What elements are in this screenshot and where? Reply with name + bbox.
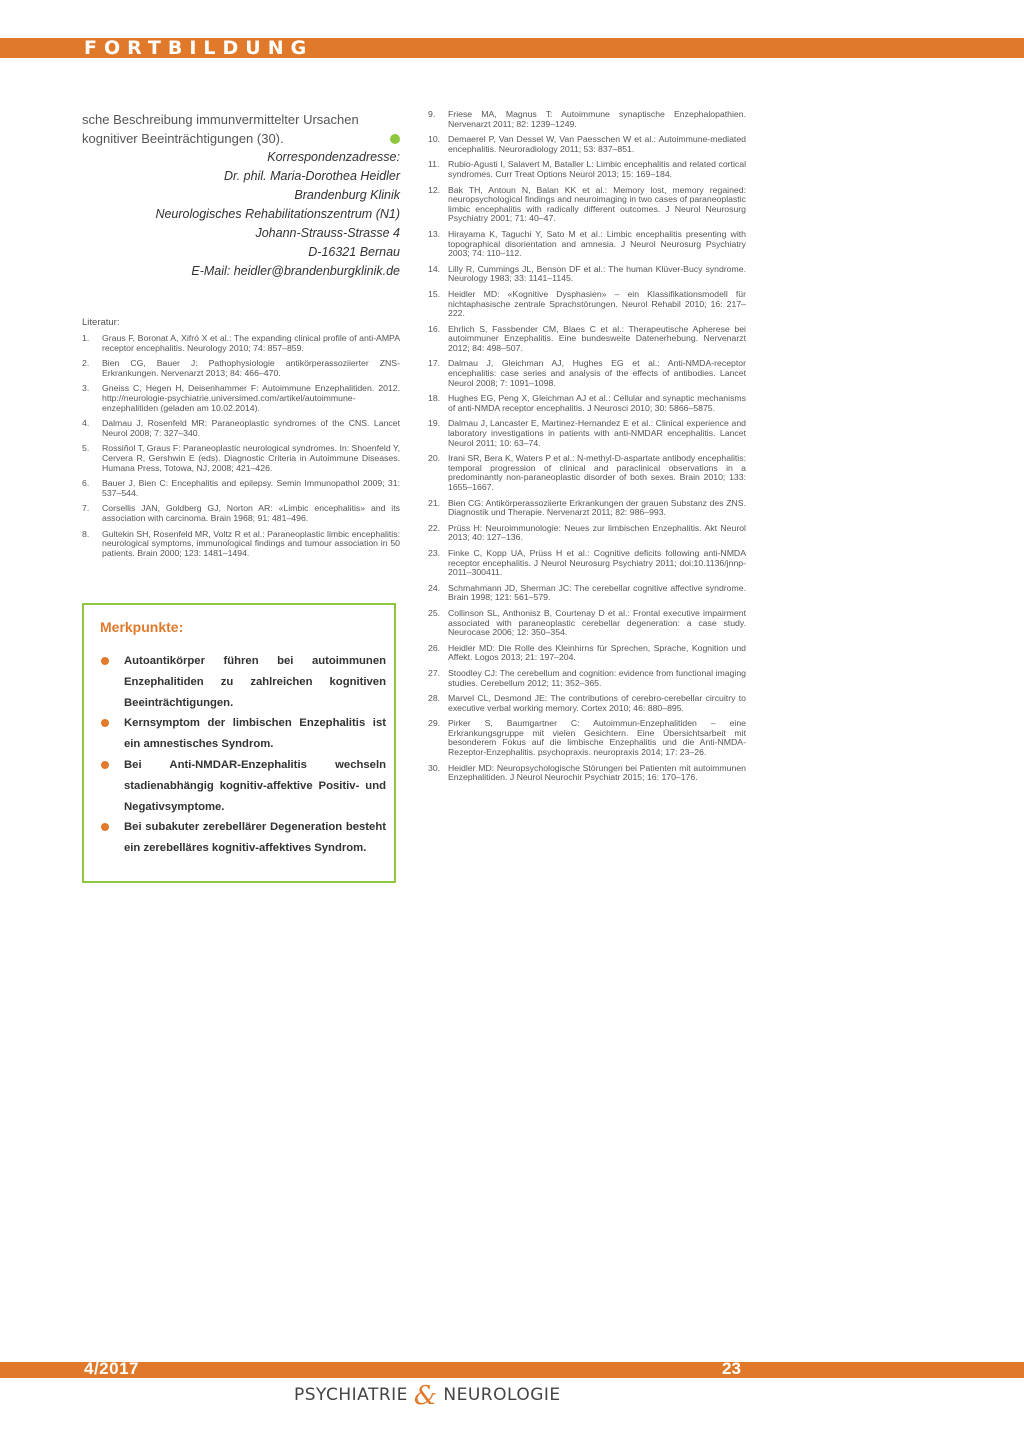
bullet-icon — [101, 719, 109, 727]
reference-text: Demaerel P, Van Dessel W, Van Paesschen W et al.: Autoimmune-mediated encephalitis. Neuroradiology 2011; 53: 837–851. — [448, 134, 746, 154]
reference-item — [428, 524, 746, 543]
reference-item — [428, 186, 746, 224]
reference-item — [82, 419, 400, 438]
reference-text: Rubio-Agusti I, Salavert M, Bataller L: Limbic encephalitis and related cortical syndromes. Curr Treat Options Neurol 2013; 15: 169–184. — [448, 159, 746, 179]
reference-item — [428, 719, 746, 757]
reference-number: 4. — [82, 418, 90, 429]
reference-item — [428, 359, 746, 388]
reference-text: Bak TH, Antoun N, Balan KK et al.: Memory lost, memory regained: neuropsychological findings and neuroimaging in two cases of paraneoplastic limbic encephalitis with radically different outcomes. J Neurol Neurosurg Psychiatry 2001; 71: 40–47. — [448, 184, 746, 224]
key-points-list — [98, 651, 386, 859]
reference-item — [82, 479, 400, 498]
reference-text: Lilly R, Cummings JL, Benson DF et al.: The human Klüver-Bucy syndrome. Neurology 1983; 33: 1141–1145. — [448, 263, 746, 284]
reference-text: Dalmau J, Gleichman AJ, Hughes EG et al.: Anti-NMDA-receptor encephalitis: case series and analysis of the effects of antibodies. Lancet Neurol 2008; 7: 1091–1098. — [448, 358, 746, 388]
reference-text: Schmahmann JD, Sherman JC: The cerebellar cognitive affective syndrome. Brain 1998; 121: 561–579. — [448, 582, 746, 603]
email-address[interactable]: E-Mail: heidler@brandenburgklinik.de — [191, 264, 400, 278]
reference-number: 23. — [428, 547, 441, 558]
key-point-text: Autoantikörper führen bei autoimmunen Enzephalitiden zu zahlreichen kognitiven Beeinträchtigungen. — [124, 655, 386, 709]
page-number: 23 — [722, 1359, 741, 1378]
reference-text: Pirker S, Baumgartner C: Autoimmun-Enzephalitiden – eine Erkrankungsgruppe mit vielen Gesichtern. Eine Übersichtsarbeit mit besonderem Fokus auf die limbische Enzephalitis und die Anti-NMDA-Rezeptor-Enzephalitis. psychopraxis. neuropraxis 2014; 17: 23–26. — [448, 718, 746, 758]
reference-item — [428, 499, 746, 518]
key-point-text: Bei subakuter zerebellärer Degeneration besteht ein zerebelläres kognitiv-affektives Syndrom. — [124, 821, 386, 855]
journal-logo — [294, 1381, 561, 1411]
bullet-icon — [101, 761, 109, 769]
reference-text: Hughes EG, Peng X, Gleichman AJ et al.: Cellular and synaptic mechanisms of anti-NMDA receptor encephalitis. J Neurosci 2010; 30: 5866–5875. — [448, 393, 746, 413]
reference-number: 19. — [428, 418, 441, 429]
reference-item — [82, 504, 400, 523]
reference-number: 21. — [428, 497, 441, 508]
reference-list-left — [82, 334, 400, 558]
reference-item — [428, 265, 746, 284]
reference-number: 1. — [82, 333, 90, 343]
reference-item — [428, 669, 746, 688]
reference-number: 14. — [428, 263, 441, 274]
reference-text: Heidler MD: Die Rolle des Kleinhirns für Sprechen, Sprache, Kognition und Affekt. Logos 2013; 21: 197–204. — [448, 642, 746, 663]
reference-number: 12. — [428, 184, 441, 195]
address-line: Brandenburg Klinik — [294, 188, 400, 202]
intro-paragraph — [82, 110, 400, 148]
address-line: Korrespondenzadresse: — [267, 150, 400, 164]
key-points-title: Merkpunkte: — [100, 619, 184, 635]
reference-item — [82, 384, 400, 413]
reference-number: 15. — [428, 288, 441, 299]
reference-item — [428, 609, 746, 638]
reference-number: 13. — [428, 228, 441, 239]
reference-text: Ehrlich S, Fassbender CM, Blaes C et al.: Therapeutische Apherese bei autoimmuner Enzephalitis. Eine bundesweite Datenerhebung. Nervenarzt 2012; 84: 498–507. — [448, 323, 746, 353]
key-point — [98, 817, 386, 859]
reference-text: Corsellis JAN, Goldberg GJ, Norton AR: «Limbic encephalitis» and its association with carcinoma. Brain 1968; 91: 481–496. — [102, 503, 400, 523]
reference-number: 25. — [428, 607, 441, 618]
reference-text: Bien CG, Bauer J: Pathophysiologie antikörperassoziierter ZNS-Erkrankungen. Nervenarzt 2013; 84: 466–470. — [102, 358, 400, 378]
key-point — [98, 651, 386, 713]
reference-item — [428, 454, 746, 492]
journal-ampersand: & — [413, 1381, 438, 1411]
address-line: D-16321 Bernau — [308, 245, 400, 259]
reference-item — [82, 530, 400, 559]
bullet-icon — [101, 823, 109, 831]
reference-text: Collinson SL, Anthonisz B, Courtenay D et al.: Frontal executive impairment associated with paraneoplastic cerebellar degeneration: a case study. Neurocase 2006; 12: 350–354. — [448, 607, 746, 638]
address-line: Johann-Strauss-Strasse 4 — [255, 226, 400, 240]
issue-number: 4/2017 — [84, 1359, 139, 1378]
reference-number: 29. — [428, 718, 441, 729]
reference-number: 8. — [82, 528, 90, 539]
reference-item — [428, 584, 746, 603]
reference-number: 17. — [428, 358, 441, 369]
reference-text: Finke C, Kopp UA, Prüss H et al.: Cognitive deficits following anti-NMDA receptor encephalitis. J Neurol Neurosurg Psychiatry 2011; doi:10.1136/jnnp-2011–300411. — [448, 547, 746, 578]
reference-number: 20. — [428, 453, 441, 464]
address-line: Dr. phil. Maria-Dorothea Heidler — [224, 169, 400, 183]
reference-number: 9. — [428, 109, 436, 119]
reference-item — [428, 160, 746, 179]
reference-item — [428, 230, 746, 259]
reference-number: 2. — [82, 358, 90, 369]
intro-text: sche Beschreibung immunvermittelter Ursachen kognitiver Beeinträchtigungen (30). — [82, 112, 359, 146]
reference-item — [428, 110, 746, 129]
reference-text: Rossiñol T, Graus F: Paraneoplastic neurological syndromes. In: Shoenfeld Y, Cervera R, Gershwin E (eds). Diagnostic Criteria in Autoimmune Diseases. Humana Press, Totowa, NJ, 2008; 421–426. — [102, 443, 400, 473]
reference-number: 10. — [428, 134, 441, 145]
key-points-box — [82, 603, 396, 883]
section-title: FORTBILDUNG — [84, 37, 314, 59]
reference-text: Bien CG: Antikörperassoziierte Erkrankungen der grauen Substanz des ZNS. Diagnostik und Therapie. Nervenarzt 2011; 82: 986–993. — [448, 497, 746, 518]
reference-item — [428, 290, 746, 319]
reference-item — [428, 644, 746, 663]
reference-number: 26. — [428, 642, 441, 653]
reference-number: 6. — [82, 478, 90, 489]
end-of-article-icon — [390, 134, 400, 144]
reference-number: 16. — [428, 323, 441, 334]
reference-text: Irani SR, Bera K, Waters P et al.: N-methyl-D-aspartate antibody encephalitis: temporal progression of clinical and paraclinical observations in a predominantly non-paraneoplastic disorder of both sexes. Brain 2010; 133: 1655–1667. — [448, 453, 746, 492]
reference-text: Gultekin SH, Rosenfeld MR, Voltz R et al.: Paraneoplastic limbic encephalitis: neurological symptoms, immunological findings and tumour association in 50 patients. Brain 2000; 123: 1481–1494. — [102, 528, 400, 558]
reference-text: Graus F, Boronat A, Xifró X et al.: The expanding clinical profile of anti-AMPA receptor encephalitis. Neurology 2010; 74: 857–859. — [102, 333, 400, 353]
reference-number: 27. — [428, 667, 441, 678]
left-column — [82, 110, 400, 564]
reference-item — [428, 419, 746, 448]
reference-item — [428, 549, 746, 578]
reference-text: Dalmau J, Rosenfeld MR: Paraneoplastic syndromes of the CNS. Lancet Neurol 2008; 7: 327–340. — [102, 418, 400, 438]
reference-number: 28. — [428, 693, 441, 704]
reference-item — [428, 764, 746, 783]
footer-bar — [0, 1362, 1024, 1378]
reference-item — [82, 359, 400, 378]
literature-heading: Literatur: — [82, 317, 120, 328]
key-point-text: Kernsymptom der limbischen Enzephalitis ist ein amnestisches Syndrom. — [124, 717, 386, 751]
reference-text: Gneiss C, Hegen H, Deisenhammer F: Autoimmune Enzephalitiden. 2012. http://neurologie-psychiatrie.universimed.com/artikel/autoimmune-enzephalitiden (geladen am 10.02.2014). — [102, 383, 400, 413]
reference-text: Friese MA, Magnus T: Autoimmune synaptische Enzephalopathien. Nervenarzt 2011; 82: 1239–1249. — [448, 109, 746, 129]
reference-item — [82, 334, 400, 353]
reference-number: 22. — [428, 522, 441, 533]
reference-text: Heidler MD: «Kognitive Dysphasien» – ein Klassifikationsmodell für nichtaphasische zentrale Sprachstörungen. Neurol Rehabil 2010; 16: 217–222. — [448, 288, 746, 319]
reference-text: Stoodley CJ: The cerebellum and cognition: evidence from functional imaging studies. Cerebellum 2012; 11: 352–365. — [448, 667, 746, 688]
reference-number: 7. — [82, 503, 90, 514]
correspondence-address — [82, 148, 400, 281]
reference-number: 24. — [428, 582, 441, 593]
reference-number: 30. — [428, 762, 441, 773]
reference-list-right — [428, 110, 746, 783]
right-column — [428, 110, 746, 789]
reference-item — [428, 694, 746, 713]
reference-text: Dalmau J, Lancaster E, Martinez-Hernandez E et al.: Clinical experience and laboratory investigations in patients with anti-NMDAR encephalitis. Lancet Neurol 2011; 10: 63–74. — [448, 418, 746, 448]
reference-text: Heidler MD: Neuropsychologische Störungen bei Patienten mit autoimmunen Enzephalitiden. J Neurol Neurochir Psychiatr 2015; 16: 170–176. — [448, 762, 746, 783]
reference-number: 11. — [428, 159, 440, 170]
bullet-icon — [101, 657, 109, 665]
reference-number: 3. — [82, 383, 90, 394]
reference-item — [428, 135, 746, 154]
key-point — [98, 713, 386, 755]
reference-text: Prüss H: Neuroimmunologie: Neues zur limbischen Enzephalitis. Akt Neurol 2013; 40: 127–136. — [448, 522, 746, 543]
reference-number: 18. — [428, 393, 441, 404]
reference-number: 5. — [82, 443, 90, 454]
reference-item — [82, 444, 400, 473]
key-point — [98, 755, 386, 817]
reference-text: Bauer J, Bien C: Encephalitis and epilepsy. Semin Immunopathol 2009; 31: 537–544. — [102, 478, 400, 498]
address-line: Neurologisches Rehabilitationszentrum (N1) — [155, 207, 400, 221]
reference-item — [428, 394, 746, 413]
journal-name-part: PSYCHIATRIE — [294, 1385, 408, 1405]
key-point-text: Bei Anti-NMDAR-Enzephalitis wechseln stadienabhängig kognitiv-affektive Positiv- und Negativsymptome. — [124, 758, 386, 813]
reference-text: Hirayama K, Taguchi Y, Sato M et al.: Limbic encephalitis presenting with topographical disorientation and amnesia. J Neurol Neurosurg Psychiatry 2003; 74: 110–112. — [448, 228, 746, 259]
reference-text: Marvel CL, Desmond JE: The contributions of cerebro-cerebellar circuitry to executive verbal working memory. Cortex 2010; 46: 880–895. — [448, 693, 746, 713]
reference-item — [428, 325, 746, 354]
journal-name-part: NEUROLOGIE — [443, 1385, 561, 1405]
